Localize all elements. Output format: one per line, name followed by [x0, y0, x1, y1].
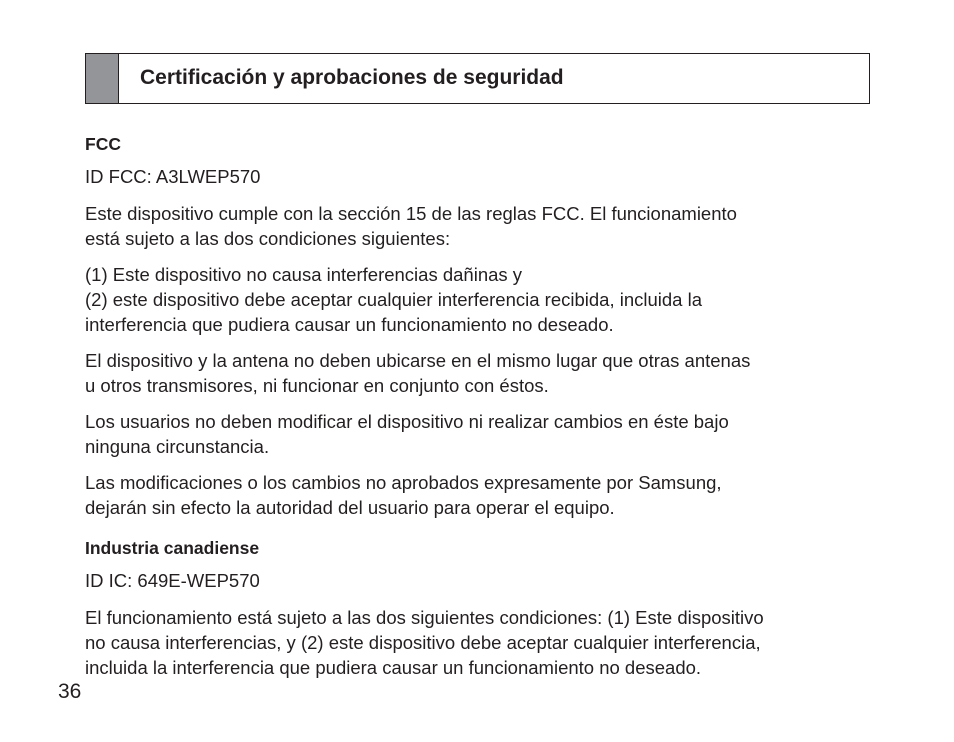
text-line: Los usuarios no deben modificar el dispositivo ni realizar cambios en éste bajo: [85, 411, 729, 432]
fcc-heading: FCC: [85, 134, 121, 154]
text-line: Este dispositivo cumple con la sección 15 de las reglas FCC. El funcionamiento: [85, 203, 737, 224]
text-line: Las modificaciones o los cambios no aprobados expresamente por Samsung,: [85, 472, 722, 493]
text-line: dejarán sin efecto la autoridad del usuario para operar el equipo.: [85, 497, 615, 518]
fcc-paragraph-2: [85, 262, 885, 337]
text-line: (1) Este dispositivo no causa interferencias dañinas y: [85, 264, 523, 285]
text-line: interferencia que pudiera causar un funcionamiento no deseado.: [85, 314, 614, 335]
fcc-id: ID FCC: A3LWEP570: [85, 166, 261, 187]
page-number: 36: [58, 680, 82, 703]
section-header: [85, 53, 870, 104]
ic-id: ID IC: 649E-WEP570: [85, 570, 260, 591]
header-tab-marker: [86, 54, 119, 103]
text-line: El funcionamiento está sujeto a las dos siguientes condiciones: (1) Este dispositivo: [85, 607, 764, 628]
fcc-paragraph-1: [85, 201, 885, 251]
text-line: u otros transmisores, ni funcionar en conjunto con éstos.: [85, 375, 549, 396]
ic-heading: Industria canadiense: [85, 538, 260, 558]
ic-paragraph-1: [85, 605, 885, 680]
text-line: (2) este dispositivo debe aceptar cualquier interferencia recibida, incluida la: [85, 289, 703, 310]
fcc-paragraph-3: [85, 348, 885, 398]
text-line: El dispositivo y la antena no deben ubicarse en el mismo lugar que otras antenas: [85, 350, 751, 371]
text-line: ninguna circunstancia.: [85, 436, 270, 457]
page-title: Certificación y aprobaciones de seguridad: [140, 66, 564, 89]
fcc-paragraph-5: [85, 470, 885, 520]
fcc-paragraph-4: [85, 409, 885, 459]
text-line: no causa interferencias, y (2) este dispositivo debe aceptar cualquier interferencia,: [85, 632, 761, 653]
text-line: está sujeto a las dos condiciones siguientes:: [85, 228, 451, 249]
text-line: incluida la interferencia que pudiera causar un funcionamiento no deseado.: [85, 657, 702, 678]
main-content: [85, 132, 885, 680]
